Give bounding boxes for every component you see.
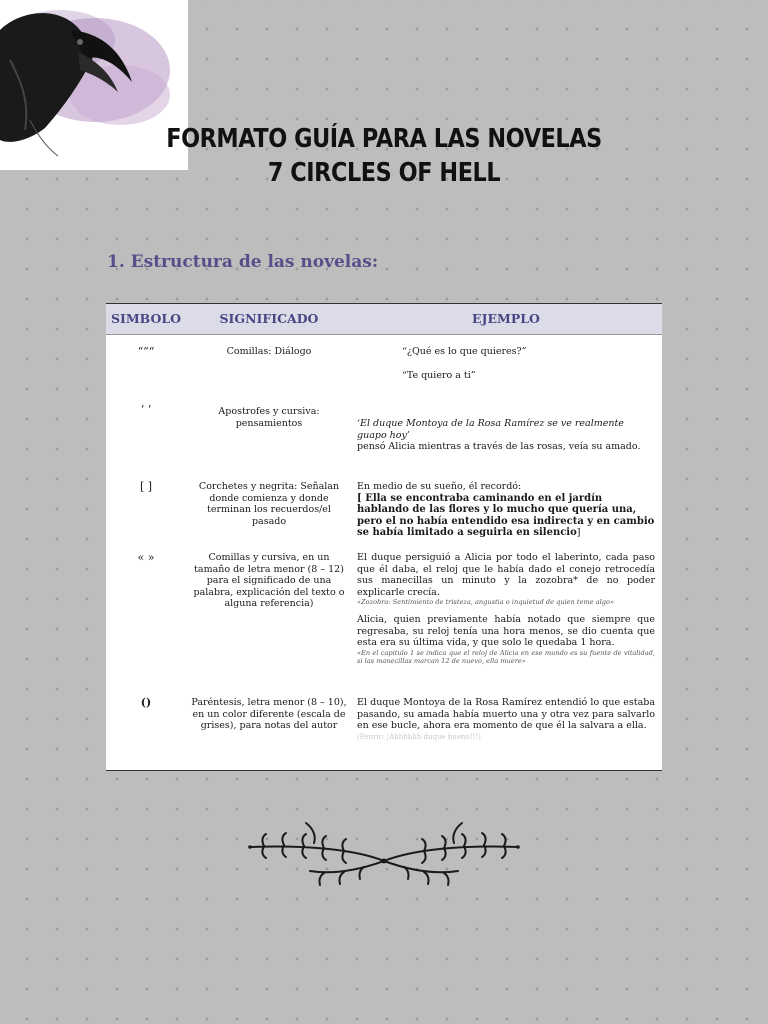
row-3-example-intro: En medio de su sueño, él recordó: xyxy=(357,481,522,492)
row-1-example-line-1: “¿Qué es lo que quieres?” xyxy=(402,346,527,357)
row-3-example-close: ] xyxy=(576,527,581,538)
column-header-meaning: SIGNIFICADO xyxy=(219,311,319,326)
row-3-meaning: Corchetes y negrita: Señalan donde comienza y donde terminan los recuerdos/el pasado xyxy=(198,481,340,527)
row-1-meaning: Comillas: Diálogo xyxy=(226,346,312,357)
laurel-ornament-icon xyxy=(244,815,524,895)
row-4-symbol: « » xyxy=(137,551,155,564)
row-1-example-line-2: “Te quiero a ti” xyxy=(402,369,476,381)
table-header xyxy=(106,304,662,335)
row-2-example xyxy=(357,418,655,453)
row-4-example-note-1: «Zozobra: Sentimiento de tristeza, angustia o inquietud de quien teme algo» xyxy=(357,598,614,606)
row-5-example xyxy=(357,697,655,743)
section-heading: 1. Estructura de las novelas: xyxy=(107,252,379,272)
row-2-example-plain: pensó Alicia mientras a través de las rosas, veía su amado. xyxy=(357,441,641,452)
row-5-example-author-note: (Fenrir: ¡Ahhhhhh duque bueno!!!) xyxy=(357,732,481,741)
format-table xyxy=(106,303,662,771)
title-line-1: FORMATO GUÍA PARA LAS NOVELAS xyxy=(166,124,602,154)
page-title xyxy=(0,122,768,190)
row-1-symbol: “““ xyxy=(137,345,155,358)
row-4-meaning: Comillas y cursiva, en un tamaño de letra menor (8 – 12) para el significado de una palabra, explicación del texto o alguna referencia) xyxy=(193,552,345,609)
row-2-example-italic: ‘El duque Montoya de la Rosa Ramírez se ve realmente guapo hoy’ xyxy=(357,418,624,441)
row-3-example xyxy=(357,481,655,539)
row-4-example-note-2: «En el capitulo 1 se indica que el reloj de Alicia en ese mundo es su fuente de vitalidad, si las manecillas marcan 12 de nuevo, ella muere» xyxy=(357,648,655,665)
row-1-example xyxy=(402,346,700,381)
row-3-example-memory: [ Ella se encontraba caminando en el jardín hablando de las flores y lo mucho que quería una, pero el no había entendido esa indirecta y en cambio se había limitado a seguirla en silencio xyxy=(357,492,655,538)
row-5-symbol: () xyxy=(140,696,152,709)
row-2-meaning: Apostrofes y cursiva: pensamientos xyxy=(218,406,320,429)
row-4-example-paragraph-2: Alicia, quien previamente había notado que siempre que regresaba, su reloj tenía una hora menos, se dio cuenta que esta era su última vida, y que solo le quedaba 1 hora. xyxy=(357,614,655,648)
row-2-symbol: ‘ ‘ xyxy=(140,403,152,416)
row-5-example-text: El duque Montoya de la Rosa Ramírez entendió lo que estaba pasando, su amada había muerto una y otra vez para salvarlo en ese bucle, ahora era momento de que él la salvara a ella. xyxy=(357,697,655,731)
row-4-example-paragraph-1: El duque persiguió a Alicia por todo el laberinto, cada paso que él daba, el reloj que le había dado el conejo retrocedía sus manecillas un minuto y la zozobra* de no poder explicarle crecía. xyxy=(357,552,655,598)
row-4-example xyxy=(357,552,655,665)
row-5-meaning: Paréntesis, letra menor (8 – 10), en un color diferente (escala de grises), para notas del autor xyxy=(191,697,347,731)
title-line-2: 7 CIRCLES OF HELL xyxy=(267,158,501,188)
column-header-example: EJEMPLO xyxy=(472,311,540,326)
row-3-symbol: [ ] xyxy=(139,480,153,493)
column-header-symbol: SIMBOLO xyxy=(110,311,182,326)
